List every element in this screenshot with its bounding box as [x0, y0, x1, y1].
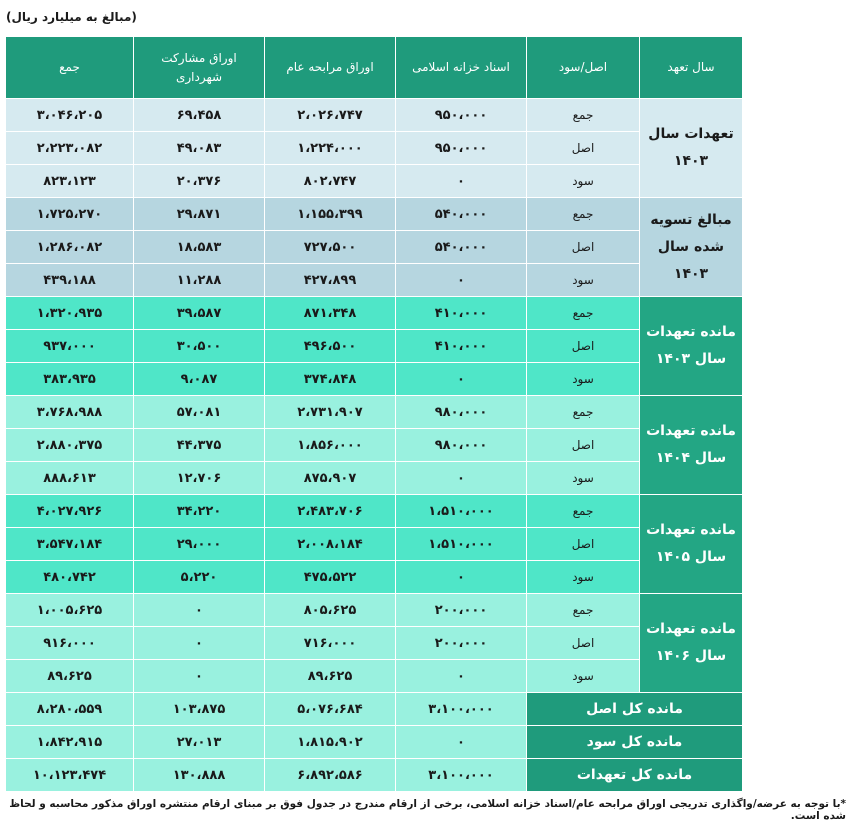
- value-cell: ۸۸۸،۶۱۳: [6, 462, 134, 495]
- total-row: [6, 726, 743, 759]
- value-cell: ۵۷،۰۸۱: [134, 396, 265, 429]
- value-cell: ۸۷۱،۳۴۸: [265, 297, 396, 330]
- total-value-cell: ۲۷،۰۱۳: [134, 726, 265, 759]
- value-cell: ۳،۷۶۸،۹۸۸: [6, 396, 134, 429]
- value-cell: ۰: [134, 660, 265, 693]
- value-cell: ۲،۷۳۱،۹۰۷: [265, 396, 396, 429]
- header-total: جمع: [6, 37, 134, 99]
- table-row: [6, 231, 743, 264]
- value-cell: ۱۸،۵۸۳: [134, 231, 265, 264]
- total-value-cell: ۵،۰۷۶،۶۸۴: [265, 693, 396, 726]
- value-cell: ۴۹۶،۵۰۰: [265, 330, 396, 363]
- total-value-cell: ۳،۱۰۰،۰۰۰: [396, 693, 527, 726]
- total-value-cell: ۳،۱۰۰،۰۰۰: [396, 759, 527, 792]
- value-cell: ۳۷۴،۸۴۸: [265, 363, 396, 396]
- total-value-cell: ۸،۲۸۰،۵۵۹: [6, 693, 134, 726]
- value-cell: ۲۰،۳۷۶: [134, 165, 265, 198]
- group-label: مانده تعهدات سال ۱۴۰۳: [640, 297, 743, 396]
- value-cell: ۳۰،۵۰۰: [134, 330, 265, 363]
- table-header-row: [6, 37, 743, 99]
- value-cell: ۴۸۰،۷۴۲: [6, 561, 134, 594]
- value-cell: ۵،۲۲۰: [134, 561, 265, 594]
- table-row: [6, 99, 743, 132]
- value-cell: ۱،۰۰۵،۶۲۵: [6, 594, 134, 627]
- value-cell: ۱،۷۲۵،۲۷۰: [6, 198, 134, 231]
- footnote: *با توجه به عرضه/واگذاری تدریجی اوراق مرابحه عام/اسناد خزانه اسلامی، برخی از ارقام مندرج در جدول فوق بر مبنای ارقام منتشره اوراق مذکور محاسبه و لحاظ شده است.: [9, 798, 846, 822]
- header-type: اصل/سود: [527, 37, 640, 99]
- value-cell: ۲،۰۰۸،۱۸۴: [265, 528, 396, 561]
- value-cell: ۵۴۰،۰۰۰: [396, 231, 527, 264]
- table-row: [6, 198, 743, 231]
- value-cell: ۰: [396, 363, 527, 396]
- row-type: سود: [527, 165, 640, 198]
- value-cell: ۰: [134, 594, 265, 627]
- value-cell: ۱،۳۲۰،۹۳۵: [6, 297, 134, 330]
- value-cell: ۹۵۰،۰۰۰: [396, 132, 527, 165]
- value-cell: ۱،۸۵۶،۰۰۰: [265, 429, 396, 462]
- value-cell: ۹۵۰،۰۰۰: [396, 99, 527, 132]
- value-cell: ۴۱۰،۰۰۰: [396, 297, 527, 330]
- total-value-cell: ۱،۸۱۵،۹۰۲: [265, 726, 396, 759]
- total-value-cell: ۱۰،۱۲۳،۴۷۴: [6, 759, 134, 792]
- value-cell: ۲،۸۸۰،۳۷۵: [6, 429, 134, 462]
- value-cell: ۵۴۰،۰۰۰: [396, 198, 527, 231]
- value-cell: ۰: [396, 561, 527, 594]
- row-type: جمع: [527, 495, 640, 528]
- row-type: اصل: [527, 429, 640, 462]
- row-type: اصل: [527, 528, 640, 561]
- value-cell: ۲۰۰،۰۰۰: [396, 627, 527, 660]
- group-label: مانده تعهدات سال ۱۴۰۶: [640, 594, 743, 693]
- table-row: [6, 330, 743, 363]
- row-type: سود: [527, 363, 640, 396]
- value-cell: ۴۷۵،۵۲۲: [265, 561, 396, 594]
- value-cell: ۳،۰۴۶،۲۰۵: [6, 99, 134, 132]
- value-cell: ۰: [134, 627, 265, 660]
- total-row: [6, 759, 743, 792]
- table-row: [6, 429, 743, 462]
- value-cell: ۰: [396, 660, 527, 693]
- row-type: سود: [527, 264, 640, 297]
- table-row: [6, 594, 743, 627]
- value-cell: ۴،۰۲۷،۹۲۶: [6, 495, 134, 528]
- value-cell: ۳۴،۲۲۰: [134, 495, 265, 528]
- value-cell: ۴۲۷،۸۹۹: [265, 264, 396, 297]
- value-cell: ۱،۵۱۰،۰۰۰: [396, 528, 527, 561]
- value-cell: ۸۹،۶۲۵: [6, 660, 134, 693]
- value-cell: ۹۱۶،۰۰۰: [6, 627, 134, 660]
- value-cell: ۹۸۰،۰۰۰: [396, 396, 527, 429]
- table-body: [6, 99, 743, 792]
- table-row: [6, 396, 743, 429]
- value-cell: ۲،۲۲۳،۰۸۲: [6, 132, 134, 165]
- value-cell: ۸۲۳،۱۲۳: [6, 165, 134, 198]
- value-cell: ۴۴،۳۷۵: [134, 429, 265, 462]
- value-cell: ۳۹،۵۸۷: [134, 297, 265, 330]
- row-type: اصل: [527, 627, 640, 660]
- value-cell: ۶۹،۴۵۸: [134, 99, 265, 132]
- table-row: [6, 561, 743, 594]
- table-row: [6, 627, 743, 660]
- table-row: [6, 165, 743, 198]
- value-cell: ۳۸۳،۹۳۵: [6, 363, 134, 396]
- group-label: مبالغ تسویه شده سال ۱۴۰۳: [640, 198, 743, 297]
- total-row: [6, 693, 743, 726]
- value-cell: ۸۰۵،۶۲۵: [265, 594, 396, 627]
- value-cell: ۹،۰۸۷: [134, 363, 265, 396]
- value-cell: ۸۷۵،۹۰۷: [265, 462, 396, 495]
- value-cell: ۲،۰۲۶،۷۴۷: [265, 99, 396, 132]
- value-cell: ۷۱۶،۰۰۰: [265, 627, 396, 660]
- header-treasury: اسناد خزانه اسلامی: [396, 37, 527, 99]
- value-cell: ۱،۵۱۰،۰۰۰: [396, 495, 527, 528]
- value-cell: ۲۹،۰۰۰: [134, 528, 265, 561]
- value-cell: ۲۹،۸۷۱: [134, 198, 265, 231]
- group-label: تعهدات سال ۱۴۰۳: [640, 99, 743, 198]
- group-label: مانده تعهدات سال ۱۴۰۵: [640, 495, 743, 594]
- value-cell: ۰: [396, 165, 527, 198]
- value-cell: ۸۹،۶۲۵: [265, 660, 396, 693]
- unit-note: (مبالغ به میلیارد ریال): [6, 10, 137, 24]
- row-type: اصل: [527, 132, 640, 165]
- table-row: [6, 495, 743, 528]
- total-label: مانده کل اصل: [527, 693, 743, 726]
- row-type: سود: [527, 660, 640, 693]
- value-cell: ۹۸۰،۰۰۰: [396, 429, 527, 462]
- row-type: جمع: [527, 297, 640, 330]
- table-row: [6, 462, 743, 495]
- table-row: [6, 363, 743, 396]
- commitments-table-wrapper: [5, 36, 742, 792]
- total-value-cell: ۱،۸۴۲،۹۱۵: [6, 726, 134, 759]
- group-label: مانده تعهدات سال ۱۴۰۴: [640, 396, 743, 495]
- value-cell: ۱۲،۷۰۶: [134, 462, 265, 495]
- row-type: جمع: [527, 99, 640, 132]
- value-cell: ۸۰۲،۷۴۷: [265, 165, 396, 198]
- total-label: مانده کل سود: [527, 726, 743, 759]
- row-type: جمع: [527, 396, 640, 429]
- total-label: مانده کل تعهدات: [527, 759, 743, 792]
- table-row: [6, 132, 743, 165]
- row-type: جمع: [527, 594, 640, 627]
- row-type: اصل: [527, 231, 640, 264]
- value-cell: ۱۱،۲۸۸: [134, 264, 265, 297]
- row-type: اصل: [527, 330, 640, 363]
- value-cell: ۲،۴۸۳،۷۰۶: [265, 495, 396, 528]
- total-value-cell: ۱۳۰،۸۸۸: [134, 759, 265, 792]
- value-cell: ۷۲۷،۵۰۰: [265, 231, 396, 264]
- value-cell: ۲۰۰،۰۰۰: [396, 594, 527, 627]
- value-cell: ۴۳۹،۱۸۸: [6, 264, 134, 297]
- value-cell: ۰: [396, 264, 527, 297]
- value-cell: ۴۱۰،۰۰۰: [396, 330, 527, 363]
- total-value-cell: ۰: [396, 726, 527, 759]
- commitments-table: [5, 36, 743, 792]
- value-cell: ۱،۱۵۵،۳۹۹: [265, 198, 396, 231]
- row-type: جمع: [527, 198, 640, 231]
- value-cell: ۳،۵۴۷،۱۸۴: [6, 528, 134, 561]
- total-value-cell: ۱۰۳،۸۷۵: [134, 693, 265, 726]
- header-municipal: اوراق مشارکت شهرداری: [134, 37, 265, 99]
- value-cell: ۱،۲۸۶،۰۸۲: [6, 231, 134, 264]
- table-row: [6, 264, 743, 297]
- table-row: [6, 660, 743, 693]
- total-value-cell: ۶،۸۹۲،۵۸۶: [265, 759, 396, 792]
- table-row: [6, 297, 743, 330]
- row-type: سود: [527, 561, 640, 594]
- header-murabaha: اوراق مرابحه عام: [265, 37, 396, 99]
- row-type: سود: [527, 462, 640, 495]
- value-cell: ۴۹،۰۸۳: [134, 132, 265, 165]
- header-year: سال تعهد: [640, 37, 743, 99]
- table-row: [6, 528, 743, 561]
- value-cell: ۱،۲۲۴،۰۰۰: [265, 132, 396, 165]
- value-cell: ۰: [396, 462, 527, 495]
- value-cell: ۹۳۷،۰۰۰: [6, 330, 134, 363]
